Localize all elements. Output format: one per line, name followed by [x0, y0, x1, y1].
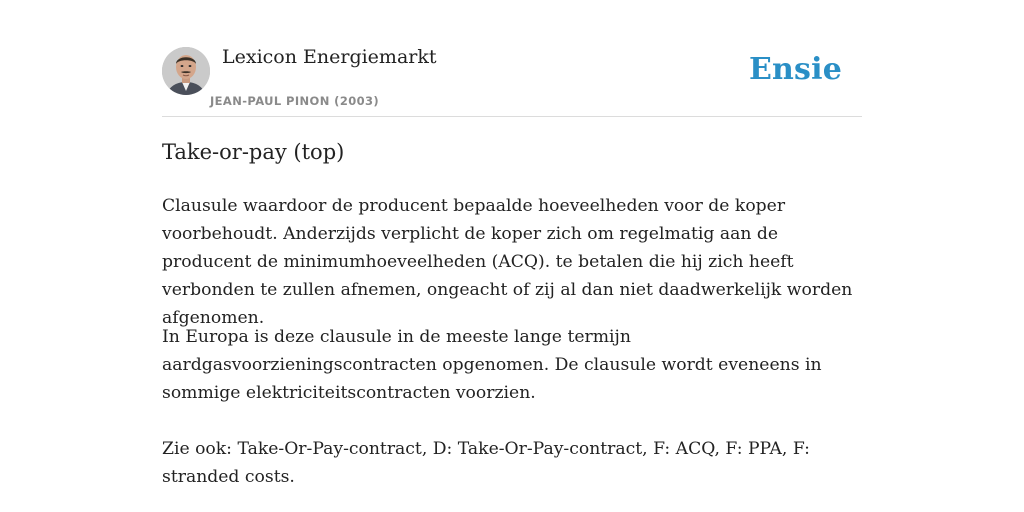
entry-header — [162, 0, 862, 117]
see-also-paragraph: Zie ook: Take-Or-Pay-contract, D: Take-Or-Pay-contract, F: ACQ, F: PPA, F: stranded costs. — [162, 439, 810, 487]
author-name[interactable]: JEAN-PAUL PINON (2003) — [210, 94, 380, 108]
lexicon-title[interactable]: Lexicon Energiemarkt — [222, 46, 437, 68]
ensie-logo[interactable]: Ensie — [748, 52, 842, 87]
definition-paragraph: Clausule waardoor de producent bepaalde hoeveelheden voor de koper voorbehoudt. Anderzijds verplicht de koper zich om regelmatig aan de producent de minimumhoeveelheden (ACQ). te betalen die hij zich heeft verbonden te zullen afnemen, ongeacht of zij al dan niet daadwerkelijk worden afgenomen. — [162, 196, 853, 328]
entry-title: Take-or-pay (top) — [162, 140, 345, 164]
author-avatar[interactable] — [162, 47, 210, 95]
context-paragraph: In Europa is deze clausule in de meeste lange termijn aardgasvoorzieningscontracten opgenomen. De clausule wordt eveneens in sommige elektriciteitscontracten voorzien. — [162, 327, 822, 403]
author-photo-icon — [162, 47, 210, 95]
entry-card — [162, 0, 862, 512]
